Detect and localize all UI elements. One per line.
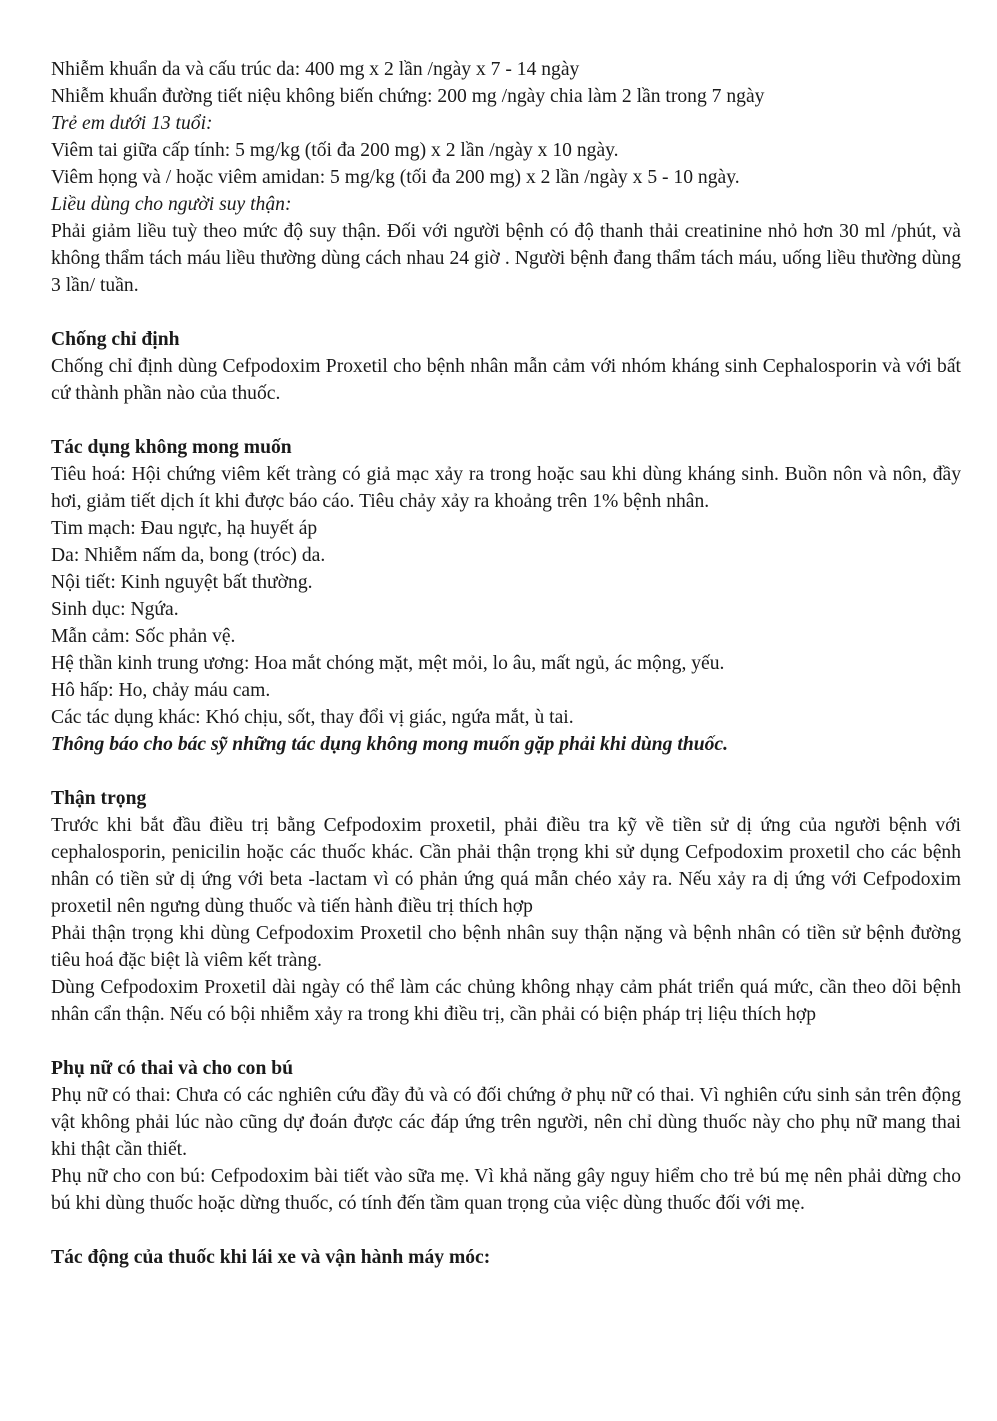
- side-effects-heading: Tác dụng không mong muốn: [51, 437, 292, 458]
- driving-heading: Tác động của thuốc khi lái xe và vận hành máy móc:: [51, 1247, 491, 1268]
- children-subheading: Trẻ em dưới 13 tuổi:: [51, 113, 213, 134]
- side-effects-notice: Thông báo cho bác sỹ những tác dụng không mong muốn gặp phải khi dùng thuốc.: [51, 734, 729, 755]
- precautions-heading: Thận trọng: [51, 788, 147, 809]
- side-effect-item: Tim mạch: Đau ngực, hạ huyết áp: [51, 518, 318, 539]
- dosage-skin-line: Nhiễm khuẩn da và cấu trúc da: 400 mg x 2 lần /ngày x 7 - 14 ngày: [51, 59, 580, 80]
- side-effect-item: Nội tiết: Kinh nguyệt bất thường.: [51, 572, 313, 593]
- document-page: [51, 56, 961, 1271]
- renal-paragraph: Phải giảm liều tuỳ theo mức độ suy thận. Đối với người bệnh có độ thanh thải creatinine nhỏ hơn 30 ml /phút, và không thẩm tách máu liều thường dùng cách nhau 24 giờ . Người bệnh đang thẩm tách máu, uống liều thường dùng 3 lần/ tuần.: [51, 221, 961, 296]
- precautions-paragraph-1: Trước khi bắt đầu điều trị bằng Cefpodoxim proxetil, phải điều tra kỹ về tiền sử dị ứng của người bệnh với cephalosporin, penicilin hoặc các thuốc khác. Cần phải thận trọng khi sử dụng Cefpodoxim proxetil cho các bệnh nhân có tiền sử dị ứng với beta -lactam vì có phản ứng quá mẫn chéo xảy ra. Nếu xảy ra dị ứng với Cefpodoxim proxetil nên ngưng dùng thuốc và tiến hành điều trị thích hợp: [51, 815, 961, 917]
- side-effects-digestive: Tiêu hoá: Hội chứng viêm kết tràng có giả mạc xảy ra trong hoặc sau khi dùng kháng sinh. Buồn nôn và nôn, đầy hơi, giảm tiết dịch ít khi được báo cáo. Tiêu chảy xảy ra khoảng trên 1% bệnh nhân.: [51, 464, 961, 512]
- dosage-urinary-line: Nhiễm khuẩn đường tiết niệu không biến chứng: 200 mg /ngày chia làm 2 lần trong 7 ngày: [51, 86, 765, 107]
- contraindications-heading: Chống chỉ định: [51, 329, 180, 350]
- side-effect-item: Mẫn cảm: Sốc phản vệ.: [51, 626, 236, 647]
- side-effect-item: Da: Nhiễm nấm da, bong (tróc) da.: [51, 545, 326, 566]
- spacer: [51, 1028, 961, 1055]
- side-effect-item: Các tác dụng khác: Khó chịu, sốt, thay đổi vị giác, ngứa mắt, ù tai.: [51, 707, 574, 728]
- spacer: [51, 407, 961, 434]
- side-effect-item: Hệ thần kinh trung ương: Hoa mắt chóng mặt, mệt mỏi, lo âu, mất ngủ, ác mộng, yếu.: [51, 653, 725, 674]
- dosage-otitis-line: Viêm tai giữa cấp tính: 5 mg/kg (tối đa 200 mg) x 2 lần /ngày x 10 ngày.: [51, 140, 619, 161]
- spacer: [51, 758, 961, 785]
- renal-subheading: Liều dùng cho người suy thận:: [51, 194, 292, 215]
- side-effect-item: Sinh dục: Ngứa.: [51, 599, 179, 620]
- pregnancy-heading: Phụ nữ có thai và cho con bú: [51, 1058, 294, 1079]
- pregnancy-paragraph-2: Phụ nữ cho con bú: Cefpodoxim bài tiết vào sữa mẹ. Vì khả năng gây nguy hiểm cho trẻ bú mẹ nên phải dừng cho bú khi dùng thuốc hoặc dừng thuốc, có tính đến tầm quan trọng của việc dùng thuốc đối với mẹ.: [51, 1166, 961, 1214]
- precautions-paragraph-3: Dùng Cefpodoxim Proxetil dài ngày có thể làm các chủng không nhạy cảm phát triển quá mức, cần theo dõi bệnh nhân cẩn thận. Nếu có bội nhiễm xảy ra trong khi điều trị, cần phải có biện pháp trị liệu thích hợp: [51, 977, 961, 1025]
- spacer: [51, 1217, 961, 1244]
- spacer: [51, 299, 961, 326]
- pregnancy-paragraph-1: Phụ nữ có thai: Chưa có các nghiên cứu đầy đủ và có đối chứng ở phụ nữ có thai. Vì nghiên cứu sinh sản trên động vật không phải lúc nào cũng dự đoán được các đáp ứng trên người, nên chỉ dùng thuốc này cho phụ nữ mang thai khi thật cần thiết.: [51, 1085, 961, 1160]
- dosage-pharyngitis-line: Viêm họng và / hoặc viêm amidan: 5 mg/kg (tối đa 200 mg) x 2 lần /ngày x 5 - 10 ngày.: [51, 167, 740, 188]
- side-effect-item: Hô hấp: Ho, chảy máu cam.: [51, 680, 271, 701]
- contraindications-paragraph: Chống chỉ định dùng Cefpodoxim Proxetil cho bệnh nhân mẫn cảm với nhóm kháng sinh Cephalosporin và với bất cứ thành phần nào của thuốc.: [51, 356, 961, 404]
- precautions-paragraph-2: Phải thận trọng khi dùng Cefpodoxim Proxetil cho bệnh nhân suy thận nặng và bệnh nhân có tiền sử bệnh đường tiêu hoá đặc biệt là viêm kết tràng.: [51, 923, 961, 971]
